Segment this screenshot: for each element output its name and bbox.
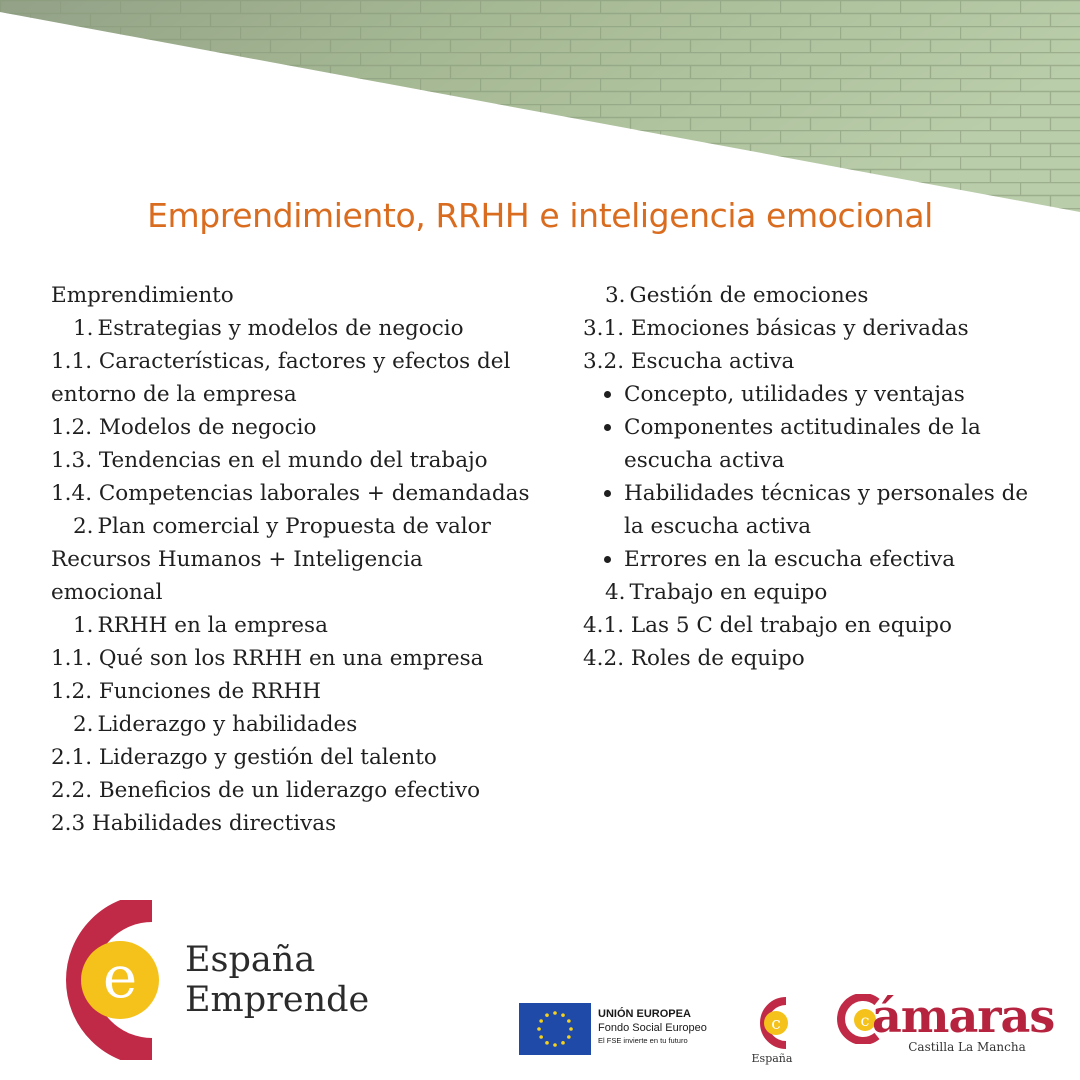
outline-line: 1.1. Qué son los RRHH en una empresa (51, 646, 484, 671)
espana-emprende-wordmark (185, 940, 369, 1020)
eu-star (569, 1027, 573, 1031)
numbered-section-heading (583, 576, 1053, 609)
section-number: 2. (73, 712, 94, 737)
eu-star (561, 1041, 565, 1045)
bullet-item: Habilidades técnicas y personales de la escucha activa (583, 477, 1053, 543)
brick-wall-banner (0, 0, 1080, 215)
outline-line: Emprendimiento (51, 283, 234, 308)
camaras-subtitle: Castilla La Mancha (908, 1040, 1026, 1054)
outline-line: 4.2. Roles de equipo (583, 646, 805, 671)
section-number: 1. (73, 613, 94, 638)
espana-label: España (751, 1052, 793, 1065)
eu-star (561, 1013, 565, 1017)
numbered-section-heading (51, 312, 531, 345)
outline-line: Recursos Humanos + Inteligencia emocional (51, 547, 423, 605)
section-number: 2. (73, 514, 94, 539)
outline-line: 1.1. Características, factores y efectos del entorno de la empresa (51, 349, 511, 407)
left-column (51, 279, 531, 840)
eu-title: UNIÓN EUROPEA (598, 1008, 691, 1020)
svg-text:e: e (102, 943, 138, 1011)
outline-line: 4.1. Las 5 C del trabajo en equipo (583, 613, 952, 638)
section-heading-text: Trabajo en equipo (629, 580, 828, 605)
eu-star (553, 1011, 557, 1015)
emprende-text: Emprende (185, 980, 370, 1020)
bullet-item: Concepto, utilidades y ventajas (583, 378, 1053, 411)
section-heading-text: Plan comercial y Propuesta de valor (97, 514, 491, 539)
svg-text:c: c (771, 1014, 781, 1034)
numbered-section-heading (51, 510, 531, 543)
section-heading-text: Estrategias y modelos de negocio (97, 316, 464, 341)
camara-espana-icon (750, 995, 794, 1051)
page-title: Emprendimiento, RRHH e inteligencia emocional (147, 196, 933, 235)
ce-logo-icon (40, 900, 164, 1060)
outline-line: 2.3 Habilidades directivas (51, 811, 337, 836)
eu-tagline: El FSE invierte en tu futuro (598, 1036, 688, 1045)
section-heading-text: RRHH en la empresa (97, 613, 328, 638)
outline-line: 3.1. Emociones básicas y derivadas (583, 316, 969, 341)
outline-line: 1.3. Tendencias en el mundo del trabajo (51, 448, 488, 473)
eu-flag-icon (519, 1003, 591, 1055)
eu-star (567, 1035, 571, 1039)
espana-text: España (185, 940, 316, 980)
outline-line: 1.2. Funciones de RRHH (51, 679, 321, 704)
numbered-section-heading (51, 708, 531, 741)
svg-text:c: c (860, 1011, 870, 1030)
eu-star (537, 1027, 541, 1031)
outline-line: 2.2. Beneficios de un liderazgo efectivo (51, 778, 481, 803)
bullet-item: Componentes actitudinales de la escucha activa (583, 411, 1053, 477)
eu-fund: Fondo Social Europeo (598, 1022, 707, 1034)
section-number: 1. (73, 316, 94, 341)
section-heading-text: Gestión de emociones (629, 283, 869, 308)
eu-star (553, 1043, 557, 1047)
camaras-wordmark: ámaras (872, 989, 1055, 1043)
eu-star (545, 1041, 549, 1045)
eu-star (567, 1019, 571, 1023)
outline-line: 2.1. Liderazgo y gestión del talento (51, 745, 437, 770)
numbered-section-heading (51, 609, 531, 642)
eu-star (545, 1013, 549, 1017)
eu-text-block (598, 1007, 707, 1047)
outline-line: 1.4. Competencias laborales + demandadas (51, 481, 530, 506)
bullet-item: Errores en la escucha efectiva (583, 543, 1053, 576)
outline-line: 1.2. Modelos de negocio (51, 415, 317, 440)
section-heading-text: Liderazgo y habilidades (97, 712, 358, 737)
section-number: 3. (605, 283, 626, 308)
right-column (583, 279, 1053, 675)
numbered-section-heading (583, 279, 1053, 312)
outline-line: 3.2. Escucha activa (583, 349, 795, 374)
section-number: 4. (605, 580, 626, 605)
eu-star (539, 1035, 543, 1039)
eu-star (539, 1019, 543, 1023)
